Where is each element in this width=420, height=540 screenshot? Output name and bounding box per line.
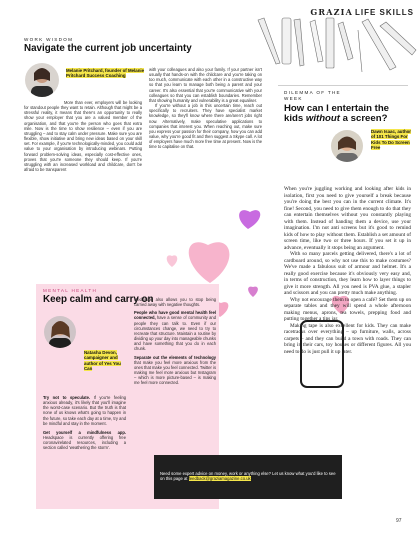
dilemma-p2: With so many parcels getting delivered, there's a lot of cardboard around, so why not use this to make costumes? We've made a fabulous suit of armour and helmet. It's a really good exercise because it's obviously very easy and, in terms of construction, they learn how to layer things to give it more strength. All you need is PVA glue, a stapler and scissors and you can pretty much make anything. (284, 251, 411, 296)
mental-tip-2-text: Headspace is currently offering free coronavirelated resources, including a section called 'weathering the storm'. (43, 435, 126, 451)
mental-kicker: MENTAL HEALTH (43, 288, 98, 293)
mental-col2-p1-text: have a sense of community and people they can talk to. Even if our circumstances change, we need to try to recreate that structure. Maintain a routine by dividing up your day into manageable chunks and have something that you do in each chunk. (134, 315, 216, 352)
feedback-email-link[interactable]: feedback@graziamagazine.co.uk (188, 476, 251, 482)
mental-tip-1 (43, 395, 126, 426)
work-column-2 (149, 67, 262, 150)
work-byline-text: Melanie Pritchard, founder of Melanie Pritchard Success Coaching (66, 68, 145, 79)
mental-col2-p2-text: that make you feel more anxious from the ones that make you feel connected. Twitter is making me feel more anxious but Instagram – which is more picture-based – is making me feel more connected. (134, 359, 216, 386)
mental-byline-text: Natasha Devon, campaigner and author of Yes You Can (84, 350, 121, 372)
dilemma-headline-b: a screen? (339, 113, 388, 125)
dilemma-portrait (331, 130, 363, 162)
mental-col2-p2-head: Separate out the elements of technology (134, 354, 216, 360)
dilemma-p3: Why not encourage them to open a café? Set them up on separate tables and they will spend a whole afternoon making menus, aprons, tea towels, prepping food and putting together a tips jar. (284, 296, 411, 322)
dilemma-headline-a: How can I entertain the kids (284, 103, 390, 125)
mental-col2-intro: Meditation also allows you to stop being carried away with negative thoughts. (134, 297, 216, 308)
work-column-2-a: with your colleagues and also your family. If your partner isn't usually that hands-on with the childcare and you're taking on too much, communicate with each other in a constructive way so that you learn to manage both being a parent and your career. It's also essential that you're communicative with your colleagues so that you can establish boundaries. Remember that showing humanity and vulnerability is a great equaliser. (149, 67, 262, 103)
mental-tip-1-text: If you're feeling anxious already, it's likely that you'll imagine the worst-case scenario. But the truth is that none of us knows what's going to happen in the future, so take each day at a time, try and be mindful and stay in the moment. (43, 395, 126, 426)
work-kicker: WORK WISDOM (24, 37, 74, 42)
masthead-section: LIFE SKILLS (355, 7, 414, 17)
work-byline (66, 68, 146, 79)
dilemma-p1: When you're juggling working and looking after kids in isolation, first you need to give yourself a break because you're doing the best you can in the current climate. It's fine! Second, you need to give them enough to do that they can entertain themselves without you constantly playing with them. Instead of handing them a device, use your imagination. I'm not anti screens but it's good to remind kids of how to play without them. Establish a set amount of screen time, like two or three hours. If you set it up in advance, eventually it stops being an argument. (284, 186, 411, 251)
masthead-brand: GRAZIA (310, 7, 353, 17)
dilemma-byline (371, 129, 415, 151)
mental-tip-1-head: Try not to speculate. (43, 395, 91, 400)
dilemma-body (284, 186, 411, 526)
dilemma-byline-text: Dawn Isaac, author of 101 Things For Kids To Do Screen Free (371, 129, 412, 151)
dilemma-kicker: DILEMMA OF THE WEEK (284, 90, 341, 101)
mental-portrait (44, 316, 76, 348)
page-number: 97 (396, 518, 402, 524)
dilemma-p4: Making tape is also excellent for kids. They can make racetracks over everything – up furniture, walls, across carpets – and they can build a town with roads. They can bring in their cars, toy houses or different figures. All you need to do is just pull it up later. (284, 322, 411, 355)
dilemma-headline-em: without (305, 113, 340, 125)
mental-column-1 (43, 395, 126, 451)
mental-tip-2 (43, 430, 126, 451)
mental-column-2 (134, 297, 216, 386)
mental-col2-p1 (134, 310, 216, 351)
work-column-2-b: If you're without a job in this uncertain time, reach out specifically to recruiters. They have specialist market knowledge, so they'll know where there are/aren't jobs right now. Alternatively, make speculative applications to companies that interest you. When reaching out, make sure you express your passion for their company, how you can add value, why you're good fit and then suggest a Skype call. A lot of employers have much more free time at present. Now is the time to capitalise on that. (149, 103, 262, 150)
dilemma-headline (284, 104, 409, 125)
dilemma-divider (278, 85, 408, 86)
mental-tip-2-head: Get yourself a mindfulness app. (43, 429, 126, 435)
mental-col2-p1-head: People who have good mental health feel connected, (134, 310, 216, 321)
mental-col2-p2 (134, 355, 216, 386)
mental-headline: Keep calm and carry on (43, 294, 154, 305)
mental-byline (84, 350, 124, 372)
work-portrait (25, 63, 59, 97)
work-column-1: More than ever, employers will be looking for standout people they want to retain. Although that might be a stressful reality, it means that there's an opportunity to really show your employer that you are a valued member of the organisation, and that you're the person who goes that extra mile. Now is the time to show resilience – even if you are struggling – and to stay calm under pressure. Make sure you are flexible, show initiative and bring new ideas based on your skill set. For example, if you're technologically-minded, you could add value to your organisation by introducing webinars. Putting forward problem-solving ideas, especially cost-effective ones, proves that you're someone they should keep. If you're struggling with an increased workload and childcare, don't be afraid to be transparent (24, 100, 142, 173)
feedback-text: Need some expert advice on money, work or anything else? Let us know what you'd like to see on this page at (160, 471, 336, 482)
work-headline: Navigate the current job uncertainty (24, 43, 192, 54)
